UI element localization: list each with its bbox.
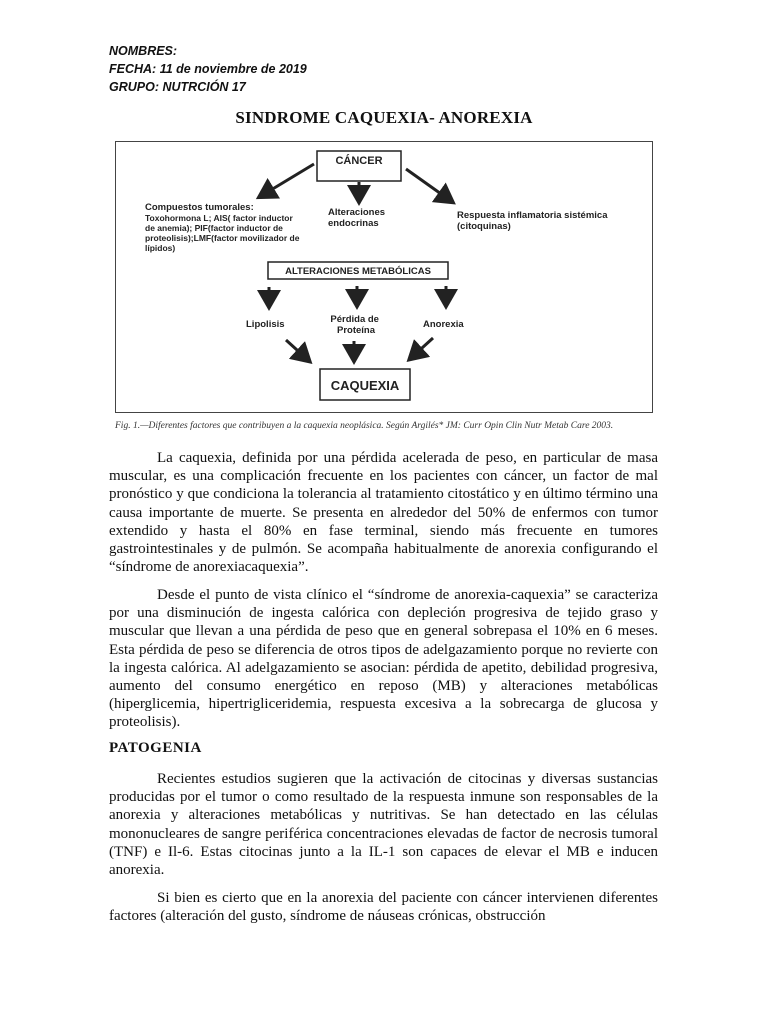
cachexia-label: CAQUEXIA [330,378,400,393]
document-header [109,42,307,96]
arrow-anorexia-to-cachexia [411,338,433,358]
diagram-canvas [116,142,654,414]
arrow-to-tumor-compounds [261,164,314,196]
protein-loss-label: Pérdida de Proteína [330,314,379,336]
paragraph-2: Desde el punto de vista clínico el “síndrome de anorexia-caquexia” se caracteriza por una disminución de ingesta calórica con depleción progresiva de tejido graso y muscular que llevan a una pérdida de peso que en general sobrepasa el 10% en 6 meses. Esta pérdida de peso se diferencia de otros tipos de adelgazamiento porque no revierte con la ingesta calórica. Al adelgazamiento se asocian: pérdida de apetito, debilidad progresiva, aumento del consumo energético en reposo (MB) y alteraciones metabólicas (hiperglicemia, hipertrigliceridemia, respuesta excesiva a la sobrecarga de glucosa y proteolisis). [109,587,658,731]
cancer-label: CÁNCER [335,155,383,167]
paragraph-1: La caquexia, definida por una pérdida acelerada de peso, en particular de masa muscular, es una complicación frecuente en los pacientes con cáncer, un factor de mal pronóstico y que condiciona la tolerancia al tratamiento citostático y en último término una causa importante de muerte. Se presenta en alrededor del 50% de enfermos con tumor extendido y hasta el 80% en fase terminal, siendo más frecuente en tumores gastrointestinales y de pulmón. Se acompaña habitualmente de anorexia configurando el “síndrome de anorexiacaquexia”. [109,450,658,576]
tumor-compounds-label: Compuestos tumorales: Toxohormona L; AIS( factor inductor de anemia); PIF(factor inductor de proteolisis);LMF(factor movilizador de lípidos) [145,202,300,253]
paragraph-4: Si bien es cierto que en la anorexia del paciente con cáncer intervienen diferentes factores (alteración del gusto, síndrome de náuseas crónicas, obstrucción [109,890,658,925]
figure-caption: Fig. 1.—Diferentes factores que contribuyen a la caquexia neoplásica. Según Argilés* JM: Curr Opin Clin Nutr Metab Care 2003. [115,421,614,431]
anorexia-label: Anorexia [423,319,464,330]
arrow-lipolysis-to-cachexia [286,340,308,360]
cachexia-diagram [115,141,653,413]
inflammatory-label: Respuesta inflamatoria sistémica (citoquinas) [457,210,608,232]
arrow-to-inflammatory [406,169,451,201]
lipolysis-label: Lipolisis [246,319,285,330]
section-heading-patogenia: PATOGENIA [109,740,202,756]
endocrine-label: Alteraciones endocrinas [328,207,386,229]
date-line: FECHA: 11 de noviembre de 2019 [109,62,307,76]
group-line: GRUPO: NUTRCIÓN 17 [109,80,246,94]
paragraph-3: Recientes estudios sugieren que la activación de citocinas y diversas sustancias producidas por el tumor o como resultado de la respuesta inmune son responsables de la anorexia y alteraciones metabólicas y nutritivas. Se han detectado en las células mononucleares de sangre periférica concentraciones elevadas de factor de necrosis tumoral (TNF) e Il-6. Estas citocinas junto a la IL-1 son capaces de elevar el MB e inducen anorexia. [109,771,658,879]
document-title: SINDROME CAQUEXIA- ANOREXIA [235,108,533,127]
metabolic-label: ALTERACIONES METABÓLICAS [285,266,431,277]
names-label: NOMBRES: [109,44,178,58]
